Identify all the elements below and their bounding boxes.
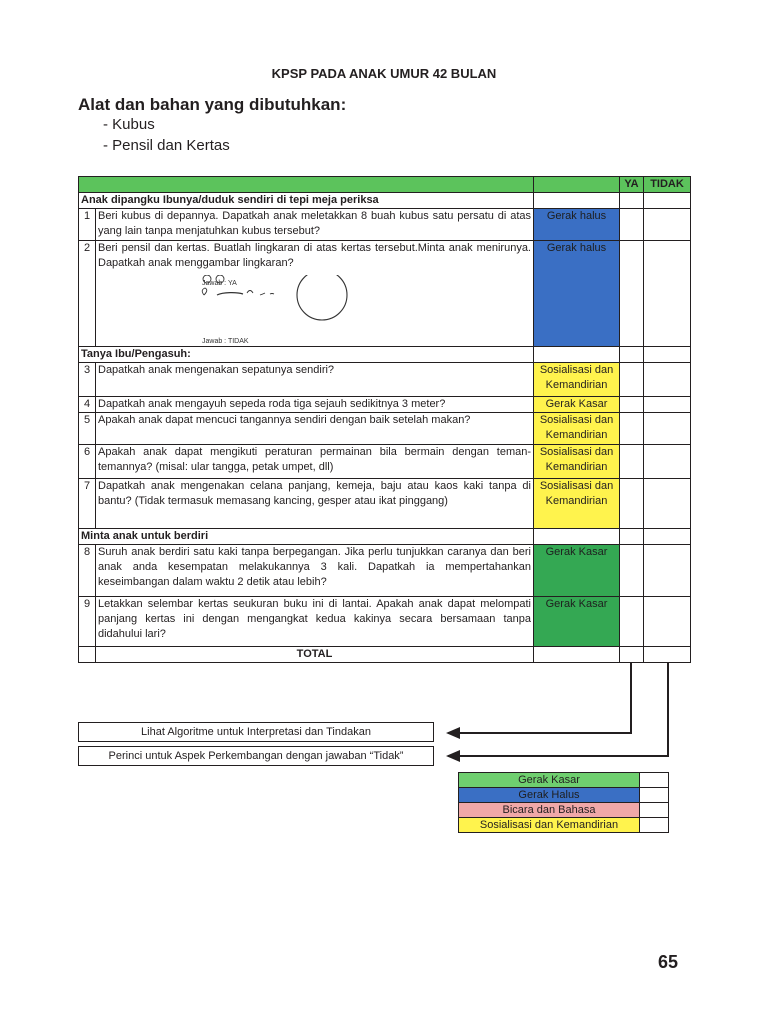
legend-count-cell[interactable]	[640, 818, 669, 833]
question-text: Dapatkah anak mengenakan celana panjang, kemeja, baju atau kaos kaki tanpa di bantu? (Tidak termasuk memasang kancing, gesper atau ikat pinggang)	[96, 479, 534, 529]
legend-gerak-kasar: Gerak Kasar	[459, 773, 640, 788]
answer-tidak-cell[interactable]	[644, 445, 691, 479]
header-tidak: TIDAK	[644, 177, 691, 193]
question-number: 3	[79, 363, 96, 397]
answer-ya-cell[interactable]	[620, 241, 644, 347]
question-text: Dapatkah anak mengenakan sepatunya sendiri?	[96, 363, 534, 397]
question-text: Apakah anak dapat mencuci tangannya sendiri dengan baik setelah makan?	[96, 413, 534, 445]
legend-count-cell[interactable]	[640, 788, 669, 803]
question-number: 6	[79, 445, 96, 479]
answer-ya-cell[interactable]	[620, 479, 644, 529]
answer-ya-cell[interactable]	[620, 597, 644, 647]
total-tidak-cell[interactable]	[644, 647, 691, 663]
materials-heading: Alat dan bahan yang dibutuhkan:	[78, 95, 347, 114]
page-number: 65	[658, 952, 679, 972]
answer-tidak-cell[interactable]	[644, 479, 691, 529]
kpsp-table	[78, 176, 691, 663]
material-item: - Kubus	[103, 116, 155, 133]
answer-ya-cell[interactable]	[620, 545, 644, 597]
category-gerak-halus: Gerak halus	[534, 241, 620, 347]
question-number: 1	[79, 209, 96, 241]
category-legend	[458, 772, 669, 833]
algoritme-note: Lihat Algoritme untuk Interpretasi dan Tindakan	[78, 722, 434, 742]
material-item: - Pensil dan Kertas	[103, 137, 230, 154]
question-number: 9	[79, 597, 96, 647]
question-number: 2	[79, 241, 96, 347]
page-title: KPSP PADA ANAK UMUR 42 BULAN	[271, 66, 497, 81]
legend-gerak-halus: Gerak Halus	[459, 788, 640, 803]
answer-tidak-cell[interactable]	[644, 397, 691, 413]
question-number: 5	[79, 413, 96, 445]
legend-count-cell[interactable]	[640, 803, 669, 818]
question-number: 8	[79, 545, 96, 597]
answer-tidak-cell[interactable]	[644, 241, 691, 347]
question-text: Beri kubus di depannya. Dapatkah anak meletakkan 8 buah kubus satu persatu di atas yang lain tanpa menjatuhkan kubus tersebut?	[96, 209, 534, 241]
question-text: Dapatkah anak mengayuh sepeda roda tiga sejauh sedikitnya 3 meter?	[96, 397, 534, 413]
category-gerak-kasar: Gerak Kasar	[534, 397, 620, 413]
answer-tidak-cell[interactable]	[644, 363, 691, 397]
question-text: Letakkan selembar kertas seukuran buku ini di lantai. Apakah anak dapat melompati panjang kertas ini dengan mengangkat kedua kakinya secara bersamaan tanpa didahului lari?	[96, 597, 534, 647]
section-heading: Tanya Ibu/Pengasuh:	[79, 347, 534, 363]
circle-drawing-example	[98, 275, 531, 345]
question-number: 4	[79, 397, 96, 413]
category-gerak-kasar: Gerak Kasar	[534, 545, 620, 597]
answer-tidak-cell[interactable]	[644, 413, 691, 445]
legend-sosialisasi: Sosialisasi dan Kemandirian	[459, 818, 640, 833]
question-text: Apakah anak dapat mengikuti peraturan permainan bila bermain dengan teman-temannya? (misal: ular tangga, petak umpet, dll)	[96, 445, 534, 479]
answer-ya-cell[interactable]	[620, 209, 644, 241]
question-text	[96, 241, 534, 347]
category-gerak-halus: Gerak halus	[534, 209, 620, 241]
answer-ya-cell[interactable]	[620, 445, 644, 479]
section-heading: Anak dipangku Ibunya/duduk sendiri di tepi meja periksa	[79, 193, 534, 209]
header-blank	[79, 177, 534, 193]
header-ya: YA	[620, 177, 644, 193]
header-category	[534, 177, 620, 193]
perinci-note: Perinci untuk Aspek Perkembangan dengan jawaban “Tidak”	[78, 746, 434, 766]
category-sosialisasi: Sosialisasi dan Kemandirian	[534, 413, 620, 445]
category-sosialisasi: Sosialisasi dan Kemandirian	[534, 479, 620, 529]
question-text-body: Beri pensil dan kertas. Buatlah lingkaran di atas kertas tersebut.Minta anak menirunya. Dapatkah anak menggambar lingkaran?	[98, 242, 531, 269]
answer-tidak-cell[interactable]	[644, 209, 691, 241]
answer-ya-cell[interactable]	[620, 397, 644, 413]
answer-ya-cell[interactable]	[620, 413, 644, 445]
legend-bicara-bahasa: Bicara dan Bahasa	[459, 803, 640, 818]
answer-tidak-cell[interactable]	[644, 597, 691, 647]
question-text: Suruh anak berdiri satu kaki tanpa berpegangan. Jika perlu tunjukkan caranya dan beri anak anda kesempatan melakukannya 3 kali. Dapatkah ia mempertahankan keseimbangan dalam waktu 2 detik atau lebih?	[96, 545, 534, 597]
category-sosialisasi: Sosialisasi dan Kemandirian	[534, 363, 620, 397]
answer-ya-note: Jawab : YA	[202, 280, 237, 287]
answer-tidak-note: Jawab : TIDAK	[202, 338, 249, 345]
section-heading: Minta anak untuk berdiri	[79, 529, 534, 545]
answer-tidak-cell[interactable]	[644, 545, 691, 597]
category-gerak-kasar: Gerak Kasar	[534, 597, 620, 647]
category-sosialisasi: Sosialisasi dan Kemandirian	[534, 445, 620, 479]
question-number: 7	[79, 479, 96, 529]
legend-count-cell[interactable]	[640, 773, 669, 788]
answer-ya-cell[interactable]	[620, 363, 644, 397]
total-ya-cell[interactable]	[620, 647, 644, 663]
total-label: TOTAL	[96, 647, 534, 663]
